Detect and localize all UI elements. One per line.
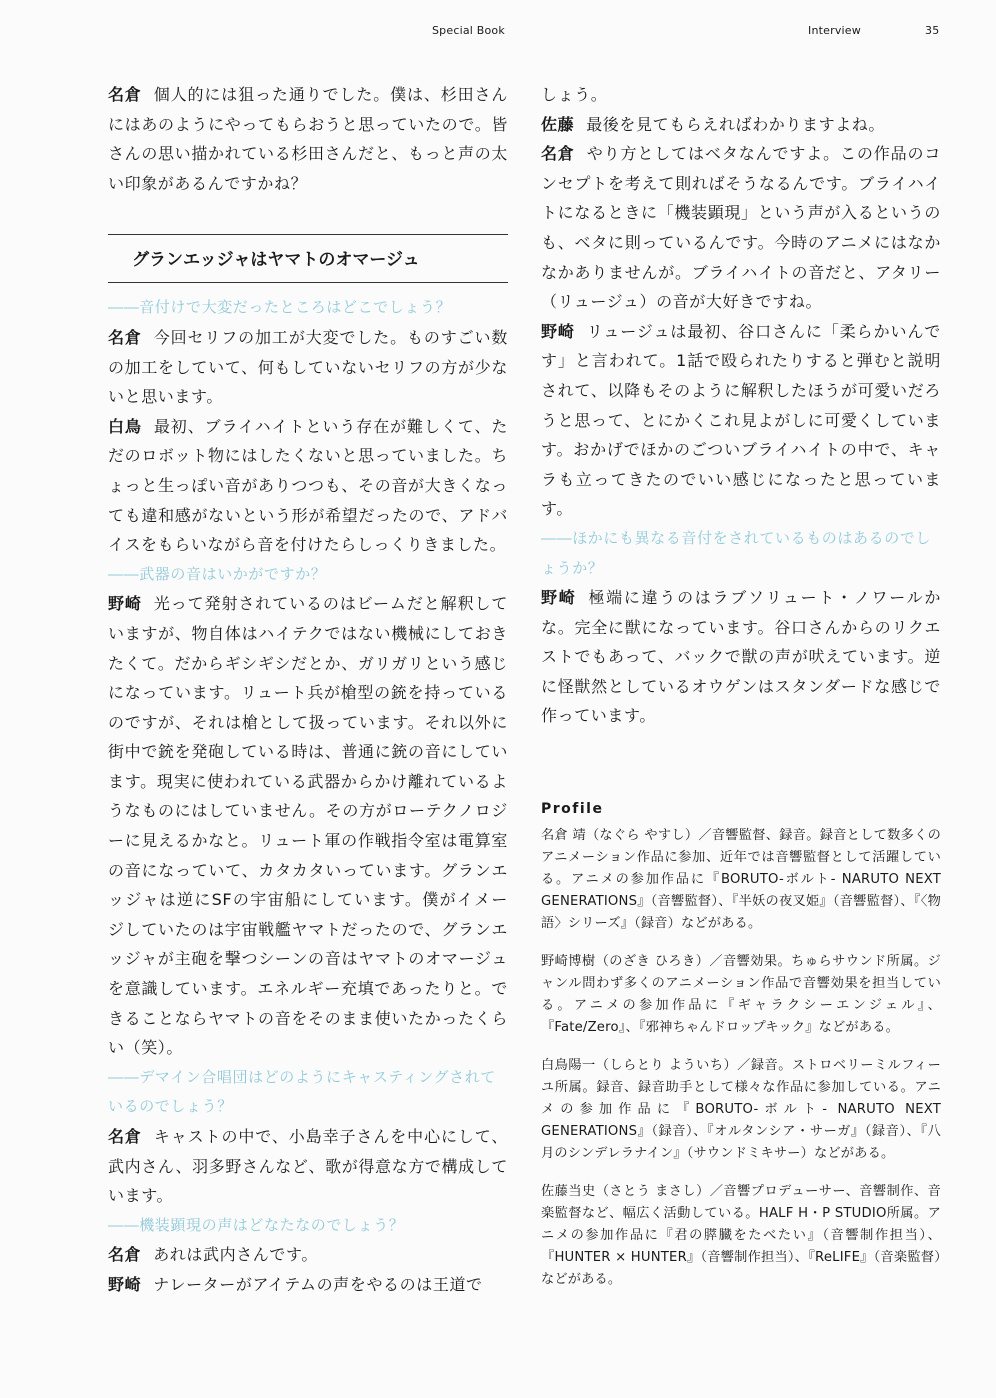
speaker-name: 名倉	[108, 327, 142, 347]
interviewer-question: ――機装顕現の声はどなたなのでしょう？	[108, 1215, 405, 1234]
profile-title: Profile	[541, 801, 604, 818]
speaker-name: 野崎	[108, 1274, 142, 1294]
interviewer-question: ――武器の音はいかがですか？	[108, 564, 327, 583]
answer-text: 最初、ブライハイトという存在が難しくて、ただのロボット物にはしたくないと思っていました。ちょっと生っぽい音がありつつも、その音が大きくなっても違和感がないという形が希望だったので、アドバイスをもらいながら音を付けたらしっくりきました。	[108, 416, 509, 555]
answer-text: キャストの中で、小島幸子さんを中心にして、武内さん、羽多野さんなど、歌が得意な方で構成しています。	[108, 1127, 508, 1206]
answer-paragraph	[108, 589, 508, 1063]
profile-entry: 名倉 靖（なぐら やすし）／音響監督、録音。録音として数多くのアニメーション作品に参加、近年では音響監督として活躍している。アニメの参加作品に『BORUTO-ボルト- NARUTO NEXT GENERATIONS』（音響監督）、『半妖の夜叉姫』（音響監督）、『〈物語〉シリーズ』（録音）などがある。	[541, 828, 941, 932]
answer-text: 光って発射されているのはビームだと解釈していますが、物自体はハイテクではない機械にしておきたくて。だからギシギシだとか、ガリガリという感じになっています。リュート兵が槍型の銃を持っているのですが、それは槍として扱っています。それ以外に街中で銃を発砲している時は、普通に銃の音にしています。現実に使われている武器からかけ離れているようなものにはしていません。その方がローテクノロジーに見えるかなと。リュート軍の作戦指令室は電算室の音になっていて、カタカタいっています。グランエッジャは逆にSFの宇宙船にしています。僕がイメージしていたのは宇宙戦艦ヤマトだったので、グランエッジャが主砲を撃つシーンの音はヤマトのオマージュを意識しています。エネルギー充填であったりと。できることならヤマトの音をそのまま使いたかったくらい（笑）。	[108, 594, 508, 1058]
answer-text: 極端に違うのはラブソリュート・ノワールかな。完全に獣になっています。谷口さんからのリクエストでもあって、バックで獣の声が吠えています。逆に怪獣然としているオウゲンはスタンダードな感じで作っています。	[541, 588, 942, 726]
answer-text: あれは武内さんです。	[153, 1245, 318, 1265]
running-header-left: Special Book	[432, 24, 505, 37]
answer-paragraph	[541, 583, 941, 731]
speaker-name: 名倉	[108, 1245, 142, 1265]
speaker-name: 佐藤	[541, 114, 575, 134]
answer-paragraph	[108, 1122, 508, 1211]
answer-paragraph	[108, 1270, 508, 1300]
answer-text: やり方としてはベタなんですよ。この作品のコンセプトを考えて則ればそうなるんです。ブライハイトになるときに「機装顕現」という声が入るというのも、ベタに則っているんです。今時のアニメにはなかなかありませんが。ブライハイトの音だと、アタリー（リュージュ）の音が大好きですね。	[541, 144, 941, 312]
answer-paragraph	[108, 412, 508, 560]
answer-text: 今回セリフの加工が大変でした。ものすごい数の加工をしていて、何もしていないセリフの方が少ないと思います。	[108, 327, 508, 407]
answer-paragraph	[108, 1240, 508, 1270]
profile-entry: 佐藤当史（さとう まさし）／音響プロデューサー、音響制作、音楽監督など、幅広く活動している。HALF H・P STUDIO所属。アニメの参加作品に『君の膵臓をたべたい』（音響制作担当）、『HUNTER × HUNTER』（音響制作担当）、『ReLIFE』（音楽監督）などがある。	[541, 1184, 941, 1288]
answer-paragraph	[108, 323, 508, 412]
speaker-name: 白鳥	[108, 416, 142, 436]
answer-paragraph	[541, 139, 941, 317]
answer-text: 個人的には狙った通りでした。僕は、杉田さんにはあのようにやってもらおうと思っていたので。皆さんの思い描かれている杉田さんだと、もっと声の太い印象があるんですかね？	[108, 85, 508, 193]
interviewer-question: ――ほかにも異なる音付をされているものはあるのでしょうか？	[541, 528, 932, 577]
page-number: 35	[925, 24, 940, 37]
answer-paragraph	[108, 80, 508, 198]
interviewer-question: ――音付けで大変だったところはどこでしょう？	[108, 298, 452, 317]
answer-text: リュージュは最初、谷口さんに「柔らかいんです」と言われて。1話で殴られたりすると弾むと説明されて、以降もそのように解釈したほうが可愛いだろうと思って、とにかくこれ見よがしに可愛くしています。おかげでほかのごついブライハイトの中で、キャラも立ってきたのでいい感じになったと思っています。	[541, 321, 942, 519]
interviewer-question: ――デマイン合唱団はどのようにキャスティングされているのでしょう？	[108, 1067, 496, 1116]
answer-paragraph	[541, 317, 941, 524]
speaker-name: 野崎	[541, 321, 575, 341]
right-column	[541, 80, 941, 1307]
profile-entry: 白鳥陽一（しらとり よういち）／録音。ストロベリーミルフィーユ所属。録音、録音助手として様々な作品に参加している。アニメの参加作品に『BORUTO-ボルト- NARUTO NEXT GENERATIONS』（録音）、『オルタンシア・サーガ』（録音）、『八月のシンデレラナイン』（サウンドミキサー）などがある。	[541, 1058, 941, 1162]
running-header-right: Interview	[808, 24, 861, 37]
section-heading: グランエッジャはヤマトのオマージュ	[108, 234, 508, 283]
answer-text: 最後を見てもらえればわかりますよね。	[586, 114, 886, 134]
profile-entry: 野崎博樹（のざき ひろき）／音響効果。ちゅらサウンド所属。ジャンル問わず多くのアニメーション作品で音響効果を担当している。アニメの参加作品に『ギャラクシーエンジェル』、『Fate/Zero』、『邪神ちゃんドロップキック』などがある。	[541, 954, 941, 1036]
continued-text: しょう。	[541, 85, 608, 104]
speaker-name: 名倉	[541, 144, 575, 164]
speaker-name: 野崎	[108, 594, 142, 614]
speaker-name: 名倉	[108, 85, 142, 104]
answer-paragraph	[541, 110, 941, 140]
speaker-name: 野崎	[541, 588, 577, 608]
left-column	[108, 80, 508, 1300]
speaker-name: 名倉	[108, 1127, 142, 1146]
answer-text: ナレーターがアイテムの声をやるのは王道で	[153, 1274, 483, 1294]
